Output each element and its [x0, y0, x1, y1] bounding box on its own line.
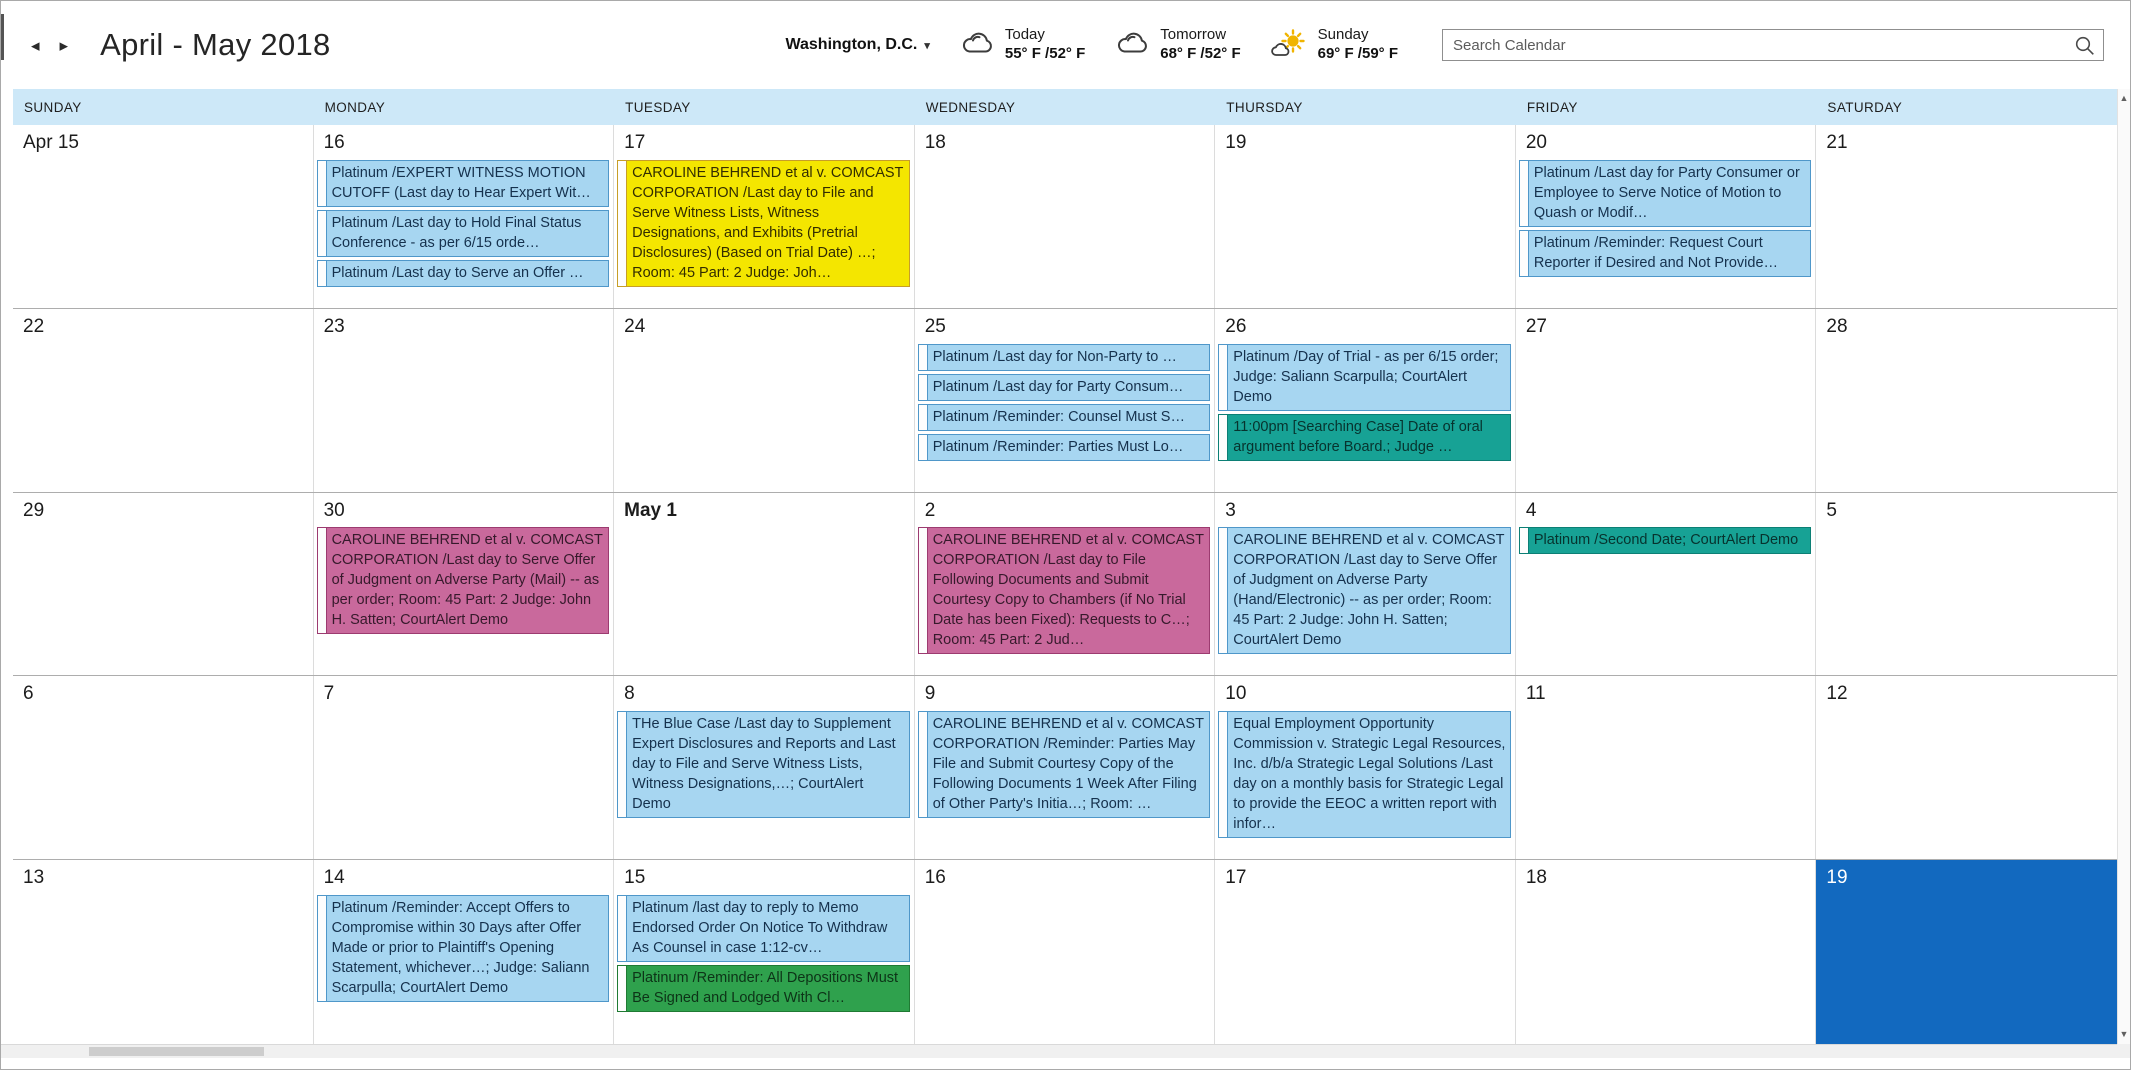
- date-label: 25: [924, 315, 946, 337]
- day-cell[interactable]: [1816, 493, 2117, 676]
- date-label: 9: [924, 683, 936, 705]
- event-category-bar: [318, 211, 327, 256]
- partly-sunny-icon: [1271, 29, 1309, 62]
- day-cell[interactable]: [1516, 860, 1817, 1044]
- weather-day-label: Tomorrow: [1160, 26, 1227, 44]
- weather-location-selector[interactable]: [786, 36, 930, 54]
- search-box: [1442, 29, 2104, 61]
- date-label: 17: [1225, 867, 1247, 889]
- date-label: 2: [924, 499, 936, 521]
- date-label: 29: [23, 499, 45, 521]
- weather-today: [960, 26, 1085, 64]
- date-label: 18: [924, 132, 946, 153]
- event-text: Platinum /Reminder: Parties Must Lo…: [932, 438, 1184, 455]
- event-category-bar: [1520, 528, 1529, 553]
- week-row: [13, 860, 2117, 1044]
- calendar-event[interactable]: [317, 210, 610, 257]
- event-category-bar: [919, 345, 928, 370]
- weather-location-label: Washington, D.C.: [785, 36, 918, 53]
- calendar-event[interactable]: [317, 160, 610, 207]
- date-label: 30: [323, 499, 345, 521]
- weather-temp-label: 68° F /52° F: [1160, 45, 1241, 62]
- date-label: 3: [1225, 499, 1236, 521]
- day-cell[interactable]: [614, 493, 915, 676]
- date-label: 27: [1525, 315, 1547, 337]
- month-grid: [1, 125, 2117, 1044]
- day-cell[interactable]: [13, 125, 314, 308]
- day-cell[interactable]: [614, 676, 915, 859]
- date-label: Apr 15: [23, 132, 79, 153]
- date-label: May 1: [624, 499, 677, 521]
- event-category-bar: [1520, 161, 1529, 226]
- scrollbar-corner: [2117, 1044, 2130, 1058]
- scroll-down-icon[interactable]: ▼: [2119, 1029, 2129, 1039]
- event-text: Platinum /Reminder: Request Court Reporter if Desired and Not Provide…: [1533, 234, 1779, 271]
- date-label: 7: [323, 683, 335, 705]
- event-category-bar: [919, 712, 928, 817]
- day-cell[interactable]: [13, 493, 314, 676]
- event-text: Platinum /Last day for Non-Party to …: [932, 348, 1177, 365]
- date-label: 28: [1826, 315, 1848, 337]
- day-header: SUNDAY: [13, 89, 314, 125]
- event-text: Platinum /Day of Trial - as per 6/15 order; Judge: Saliann Scarpulla; CourtAlert Demo: [1233, 348, 1499, 405]
- week-row: [13, 125, 2117, 309]
- event-text: 11:00pm [Searching Case] Date of oral argument before Board.; Judge …: [1233, 418, 1483, 455]
- event-category-bar: [1219, 345, 1228, 410]
- date-label: 4: [1525, 499, 1537, 521]
- calendar-event[interactable]: [918, 434, 1211, 461]
- day-cell[interactable]: [1516, 309, 1817, 492]
- event-category-bar: [318, 528, 327, 633]
- date-label: 13: [23, 867, 45, 889]
- event-text: CAROLINE BEHREND et al v. COMCAST CORPORATION /Last day to File Following Documents and Submit Courtesy Copy to Chambers (if No Trial Date has been Fixed): Requests to C…; Room: 45 Part: 2 Jud…: [932, 532, 1204, 649]
- day-cell[interactable]: [13, 309, 314, 492]
- event-category-bar: [618, 896, 627, 961]
- event-category-bar: [919, 435, 928, 460]
- cloud-icon: [960, 30, 996, 60]
- event-text: CAROLINE BEHREND et al v. COMCAST CORPORATION /Last day to Serve Offer of Judgment on Adverse Party (Mail) -- as per order; Room: 45 Part: 2 Judge: John H. Satten; CourtAlert Demo: [331, 532, 603, 629]
- calendar-event[interactable]: [617, 895, 910, 962]
- week-row: [13, 676, 2117, 860]
- day-cell[interactable]: [314, 676, 615, 859]
- page-title: April - May 2018: [100, 27, 331, 62]
- event-text: Platinum /Last day to Hold Final Status Conference - as per 6/15 orde…: [331, 214, 582, 251]
- event-category-bar: [618, 712, 627, 817]
- calendar-event[interactable]: [918, 711, 1211, 818]
- weather-temp-label: 69° F /59° F: [1317, 45, 1398, 62]
- calendar-event[interactable]: [317, 527, 610, 634]
- horizontal-scrollbar[interactable]: [1, 1044, 2117, 1058]
- calendar-event[interactable]: [1218, 414, 1511, 461]
- day-cell[interactable]: [1215, 125, 1516, 308]
- day-cell[interactable]: [915, 676, 1216, 859]
- previous-month-button[interactable]: ◂: [25, 33, 46, 58]
- event-category-bar: [618, 966, 627, 1011]
- day-header: FRIDAY: [1516, 89, 1817, 125]
- event-text: Platinum /Reminder: Counsel Must S…: [932, 408, 1185, 425]
- day-cell[interactable]: [1215, 493, 1516, 676]
- week-row: [13, 309, 2117, 493]
- event-text: CAROLINE BEHREND et al v. COMCAST CORPORATION /Last day to Serve Offer of Judgment on Adverse Party (Hand/Electronic) -- as per order; Room: 45 Part: 2 Judge: John H. Satten; CourtAlert Demo: [1233, 532, 1505, 649]
- date-label: 17: [624, 132, 646, 153]
- event-text: Platinum /Reminder: All Depositions Must Be Signed and Lodged With Cl…: [632, 970, 899, 1007]
- event-category-bar: [919, 375, 928, 400]
- calendar-event[interactable]: [1519, 527, 1812, 554]
- weather-bar: [786, 26, 1399, 64]
- day-cell[interactable]: [314, 860, 615, 1044]
- event-text: Platinum /Second Date; CourtAlert Demo: [1533, 532, 1799, 549]
- day-of-week-header-row: [1, 89, 2117, 125]
- date-label: 10: [1225, 683, 1247, 705]
- weather-day-label: Today: [1004, 26, 1045, 44]
- date-label: 16: [323, 132, 345, 153]
- weather-temp-label: 55° F /52° F: [1004, 45, 1086, 62]
- day-cell[interactable]: [915, 309, 1216, 492]
- event-category-bar: [1219, 528, 1228, 653]
- scroll-up-icon[interactable]: ▲: [2119, 93, 2129, 103]
- day-header: WEDNESDAY: [915, 89, 1216, 125]
- day-cell[interactable]: [1516, 493, 1817, 676]
- chevron-down-icon: ▾: [924, 39, 930, 52]
- hscroll-thumb[interactable]: [89, 1047, 264, 1056]
- date-label: 26: [1225, 315, 1247, 337]
- date-label: 24: [624, 315, 646, 337]
- day-header: TUESDAY: [614, 89, 915, 125]
- day-cell[interactable]: [915, 860, 1216, 1044]
- event-category-bar: [1219, 415, 1228, 460]
- date-label: 19: [1225, 132, 1247, 153]
- day-cell[interactable]: [915, 493, 1216, 676]
- date-label: 12: [1826, 683, 1848, 705]
- date-label: 20: [1525, 132, 1547, 153]
- event-text: Equal Employment Opportunity Commission v. Strategic Legal Resources, Inc. d/b/a Strategic Legal Solutions /Last day on a monthly basis for Strategic Legal to provide the EEOC a written report with infor…: [1233, 716, 1506, 833]
- date-label: 8: [624, 683, 635, 705]
- date-label: 5: [1826, 499, 1837, 521]
- event-category-bar: [919, 405, 928, 430]
- calendar-event[interactable]: [617, 965, 910, 1012]
- calendar-event[interactable]: [918, 527, 1211, 654]
- calendar-event[interactable]: [617, 711, 910, 818]
- event-category-bar: [318, 261, 327, 286]
- date-label: 21: [1826, 132, 1848, 153]
- calendar-event[interactable]: [317, 260, 610, 287]
- weather-tomorrow: [1115, 26, 1240, 64]
- day-header: SATURDAY: [1816, 89, 2117, 125]
- date-label: 15: [624, 867, 646, 889]
- calendar-event[interactable]: [918, 344, 1211, 371]
- event-text: Platinum /EXPERT WITNESS MOTION CUTOFF (Last day to Hear Expert Wit…: [331, 164, 591, 201]
- day-cell[interactable]: [1816, 125, 2117, 308]
- day-cell[interactable]: [614, 125, 915, 308]
- weather-sunday: [1271, 26, 1398, 64]
- day-cell[interactable]: [314, 493, 615, 676]
- search-input[interactable]: [1443, 30, 2103, 60]
- calendar-event[interactable]: [317, 895, 610, 1002]
- event-category-bar: [318, 161, 327, 206]
- search-icon[interactable]: [2074, 35, 2096, 62]
- window-edge-accent: [1, 14, 4, 60]
- next-month-button[interactable]: ▸: [54, 33, 75, 58]
- day-cell[interactable]: [1215, 676, 1516, 859]
- event-text: Platinum /Last day for Party Consumer or Employee to Serve Notice of Motion to Quash or Modif…: [1533, 164, 1800, 221]
- cloud-icon: [1115, 30, 1151, 60]
- day-cell[interactable]: [915, 125, 1216, 308]
- day-header: MONDAY: [314, 89, 615, 125]
- day-cell[interactable]: [314, 309, 615, 492]
- calendar-event[interactable]: [1218, 711, 1511, 838]
- week-row: [13, 493, 2117, 677]
- event-category-bar: [919, 528, 928, 653]
- day-cell[interactable]: [614, 860, 915, 1044]
- date-label: 6: [23, 683, 34, 705]
- day-header: THURSDAY: [1215, 89, 1516, 125]
- date-label: 18: [1525, 867, 1547, 889]
- event-text: Platinum /last day to reply to Memo Endorsed Order On Notice To Withdraw As Counsel in case 1:12-cv…: [632, 900, 888, 957]
- calendar-event[interactable]: [1218, 344, 1511, 411]
- calendar-event[interactable]: [918, 374, 1211, 401]
- date-label: 19: [1826, 867, 1848, 889]
- day-cell[interactable]: [1816, 309, 2117, 492]
- event-category-bar: [318, 896, 327, 1001]
- event-text: CAROLINE BEHREND et al v. COMCAST CORPORATION /Reminder: Parties May File and Submit Courtesy Copy of the Following Documents 1 Week After Filing of Other Party's Initia…; Room: …: [932, 716, 1204, 813]
- day-cell[interactable]: [1816, 676, 2117, 859]
- day-cell[interactable]: [314, 125, 615, 308]
- day-cell[interactable]: [1516, 125, 1817, 308]
- event-category-bar: [618, 161, 627, 286]
- weather-day-label: Sunday: [1317, 26, 1369, 44]
- day-cell[interactable]: [13, 860, 314, 1044]
- event-text: CAROLINE BEHREND et al v. COMCAST CORPORATION /Last day to File and Serve Witness Lists, Witness Designations, and Exhibits (Pretrial Disclosures) (Based on Trial Date) …; Room: 45 Part: 2 Judge: Joh…: [632, 164, 904, 281]
- event-category-bar: [1520, 231, 1529, 276]
- calendar-event[interactable]: [1218, 527, 1511, 654]
- day-cell[interactable]: [1516, 676, 1817, 859]
- calendar-event[interactable]: [617, 160, 910, 287]
- day-cell[interactable]: [614, 309, 915, 492]
- day-cell[interactable]: [1215, 309, 1516, 492]
- day-cell[interactable]: [13, 676, 314, 859]
- date-label: 14: [323, 867, 345, 889]
- date-label: 22: [23, 315, 45, 337]
- event-text: THe Blue Case /Last day to Supplement Expert Disclosures and Reports and Last day to File and Serve Witness Lists, Witness Designations,…; CourtAlert Demo: [632, 716, 896, 813]
- day-cell[interactable]: [1215, 860, 1516, 1044]
- date-label: 16: [924, 867, 946, 889]
- day-cell-selected[interactable]: [1816, 860, 2117, 1044]
- event-category-bar: [1219, 712, 1228, 837]
- date-label: 11: [1525, 683, 1546, 705]
- calendar-toolbar: [1, 1, 2130, 89]
- calendar-event[interactable]: [918, 404, 1211, 431]
- event-text: Platinum /Reminder: Accept Offers to Compromise within 30 Days after Offer Made or prior to Plaintiff's Opening Statement, whichever…; Judge: Saliann Scarpulla; CourtAlert Demo: [331, 900, 590, 997]
- calendar-event[interactable]: [1519, 160, 1812, 227]
- event-text: Platinum /Last day for Party Consum…: [932, 378, 1184, 395]
- event-text: Platinum /Last day to Serve an Offer …: [331, 264, 584, 281]
- date-label: 23: [323, 315, 345, 337]
- vertical-scrollbar[interactable]: [2117, 89, 2130, 1044]
- calendar-event[interactable]: [1519, 230, 1812, 277]
